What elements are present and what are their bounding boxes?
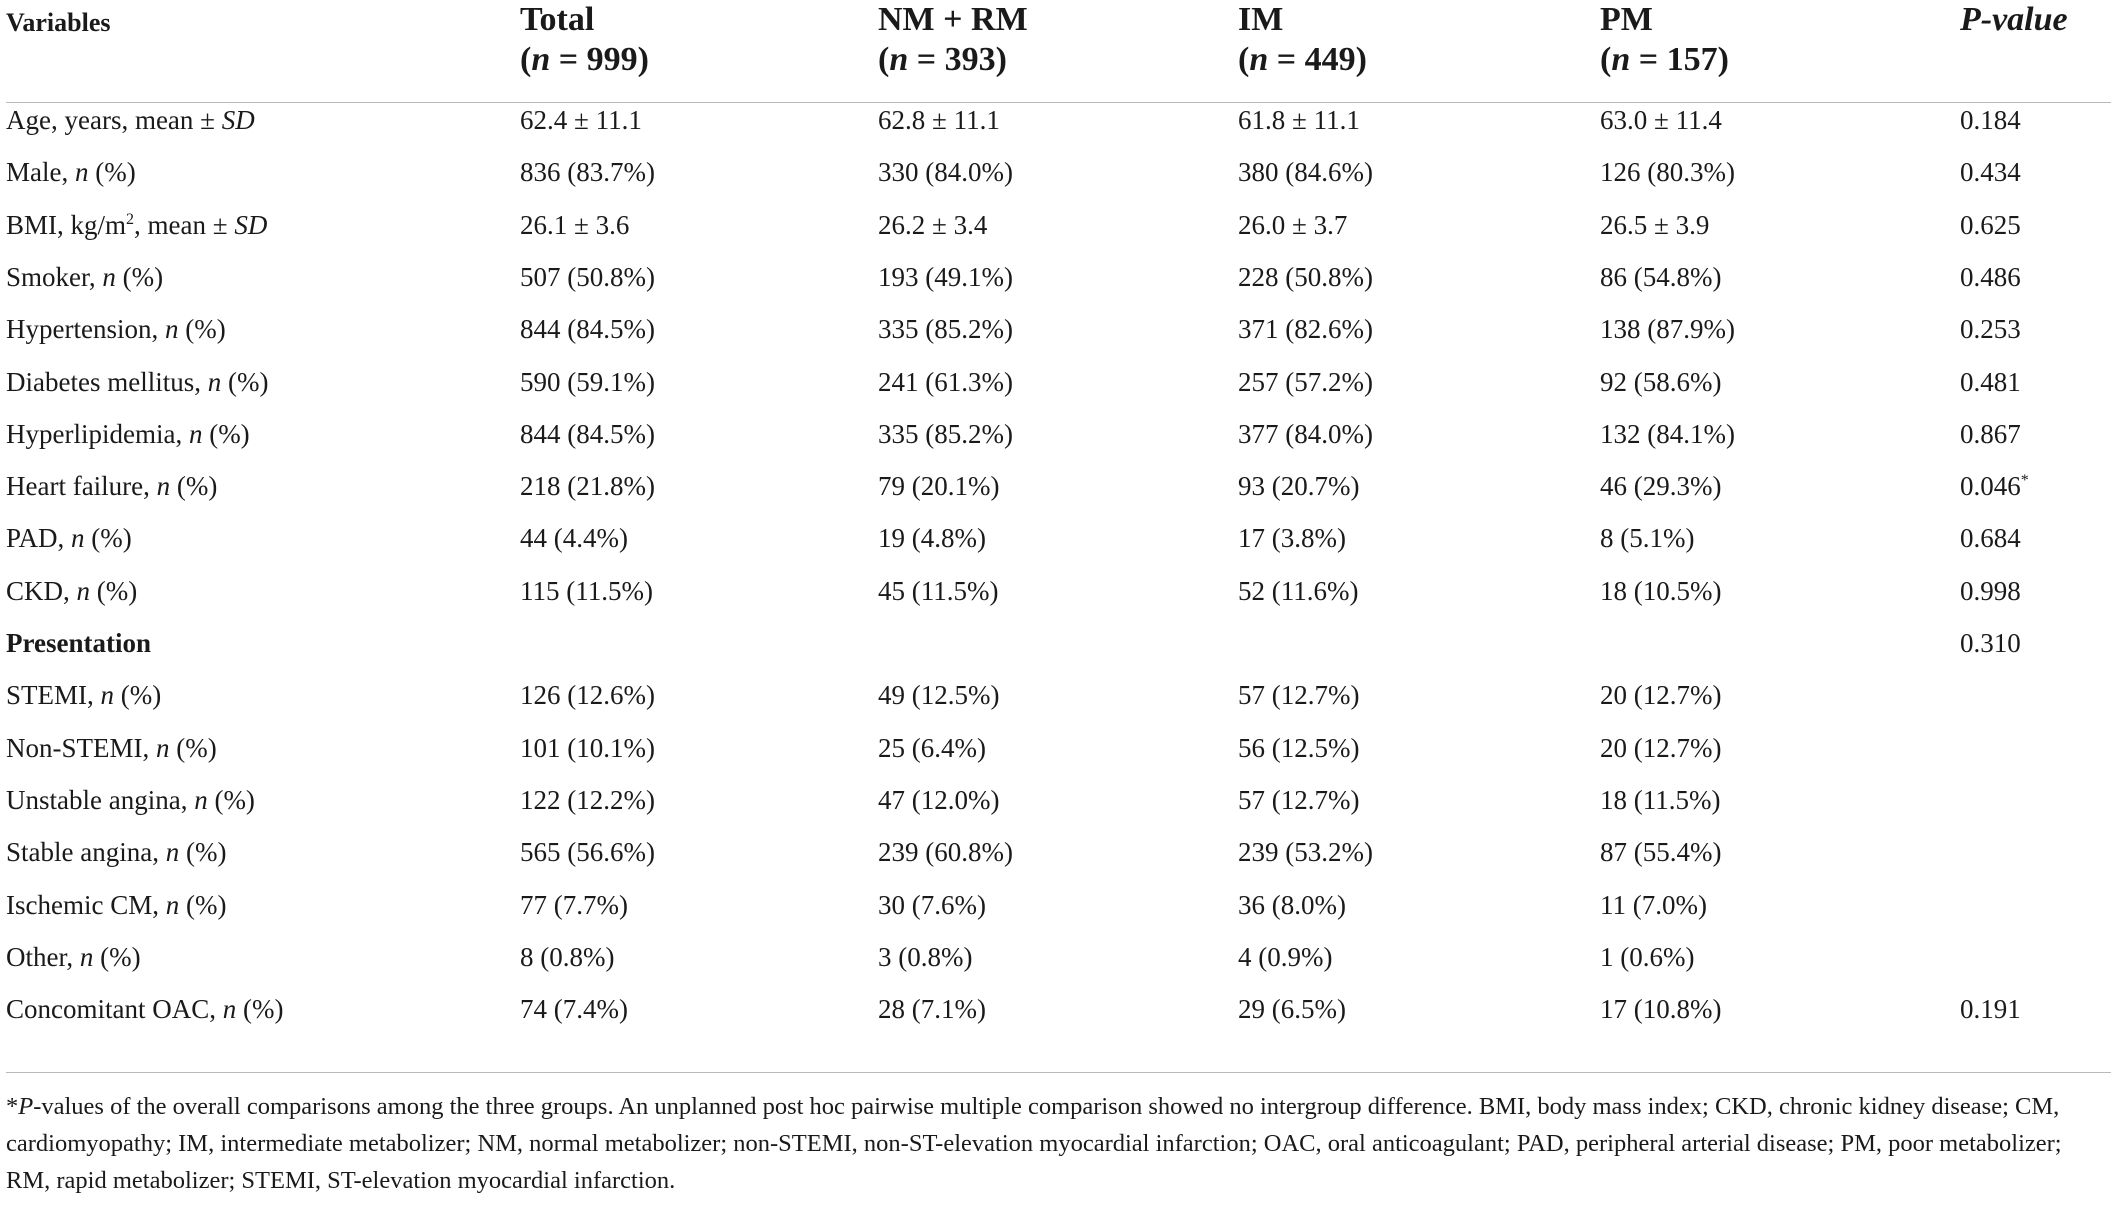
table-row (0, 251, 2117, 303)
row-label: Presentation (6, 628, 151, 658)
cell-pm: 20 (12.7%) (1600, 680, 1722, 711)
cell-pm: 11 (7.0%) (1600, 889, 1707, 920)
cell-pm: 92 (58.6%) (1600, 366, 1722, 397)
cell-pvalue: 0.046* (1960, 471, 2029, 502)
cell-total: 565 (56.6%) (520, 837, 655, 868)
row-label: Age, years, mean ± SD (6, 105, 255, 135)
cell-pm: 138 (87.9%) (1600, 314, 1735, 345)
cell-pvalue: 0.310 (1960, 628, 2021, 658)
header-pm (1600, 0, 1729, 80)
table-row (0, 460, 2117, 512)
header-im-name: IM (1238, 1, 1284, 38)
cell-total: 44 (4.4%) (520, 523, 628, 554)
row-label: Other, n (%) (6, 941, 141, 972)
header-variables: Variables (6, 8, 111, 37)
cell-total: 77 (7.7%) (520, 889, 628, 920)
table-row (0, 356, 2117, 408)
table-row (0, 983, 2117, 1035)
row-label: Unstable angina, n (%) (6, 784, 255, 815)
cell-pm: 20 (12.7%) (1600, 732, 1722, 763)
row-label: Concomitant OAC, n (%) (6, 994, 284, 1025)
cell-total: 126 (12.6%) (520, 680, 655, 711)
row-label: Male, n (%) (6, 157, 136, 188)
cell-total: 218 (21.8%) (520, 471, 655, 502)
cell-im: 257 (57.2%) (1238, 366, 1373, 397)
cell-nmrm: 239 (60.8%) (878, 837, 1013, 868)
cell-im: 29 (6.5%) (1238, 994, 1346, 1025)
header-nmrm-n: (n = 393) (878, 41, 1007, 78)
cell-total: 26.1 ± 3.6 (520, 209, 630, 240)
row-label: BMI, $kg/m^2$, mean ± SD (6, 209, 268, 240)
cell-im: 371 (82.6%) (1238, 314, 1373, 345)
cell-pm: 26.5 ± 3.9 (1600, 209, 1710, 240)
table-row (0, 146, 2117, 198)
row-label: Smoker, n (%) (6, 261, 164, 292)
cell-nmrm: 330 (84.0%) (878, 157, 1013, 188)
cell-pm: 8 (5.1%) (1600, 523, 1695, 554)
cell-pm: 18 (11.5%) (1600, 784, 1721, 815)
cell-im: 239 (53.2%) (1238, 837, 1373, 868)
table-header (0, 0, 2117, 100)
table-row (0, 94, 2117, 146)
cell-im: 377 (84.0%) (1238, 418, 1373, 449)
cell-nmrm: 25 (6.4%) (878, 732, 986, 763)
row-label: Stable angina, n (%) (6, 837, 227, 868)
cell-nmrm: 241 (61.3%) (878, 366, 1013, 397)
cell-pvalue: 0.867 (1960, 418, 2021, 449)
table-row (0, 408, 2117, 460)
row-label: Hypertension, n (%) (6, 314, 226, 345)
cell-total: 836 (83.7%) (520, 157, 655, 188)
row-label: STEMI, n (%) (6, 680, 162, 711)
cell-pvalue: 0.998 (1960, 575, 2021, 606)
cell-im: 93 (20.7%) (1238, 471, 1360, 502)
cell-nmrm: 62.8 ± 11.1 (878, 105, 1000, 135)
cell-pvalue: 0.191 (1960, 994, 2021, 1025)
table-row (0, 512, 2117, 564)
header-nmrm-name: NM + RM (878, 1, 1028, 38)
cell-im: 57 (12.7%) (1238, 680, 1360, 711)
table-row (0, 303, 2117, 355)
cell-total: 101 (10.1%) (520, 732, 655, 763)
cell-im: 26.0 ± 3.7 (1238, 209, 1348, 240)
cell-pvalue: 0.434 (1960, 157, 2021, 188)
table-row (0, 879, 2117, 931)
cell-nmrm: 49 (12.5%) (878, 680, 1000, 711)
cell-total: 507 (50.8%) (520, 261, 655, 292)
cell-pvalue: 0.486 (1960, 261, 2021, 292)
cell-pvalue: 0.184 (1960, 105, 2021, 135)
cell-nmrm: 45 (11.5%) (878, 575, 999, 606)
row-label: Non-STEMI, n (%) (6, 732, 217, 763)
row-label: PAD, n (%) (6, 523, 132, 554)
table-row (0, 722, 2117, 774)
header-im-n: (n = 449) (1238, 41, 1367, 78)
cell-nmrm: 30 (7.6%) (878, 889, 986, 920)
cell-pm: 18 (10.5%) (1600, 575, 1722, 606)
cell-im: 56 (12.5%) (1238, 732, 1360, 763)
cell-pm: 86 (54.8%) (1600, 261, 1722, 292)
header-pvalue: P-value (1960, 1, 2068, 38)
cell-nmrm: 26.2 ± 3.4 (878, 209, 988, 240)
table-row (0, 826, 2117, 878)
cell-im: 380 (84.6%) (1238, 157, 1373, 188)
cell-pm: 1 (0.6%) (1600, 941, 1695, 972)
table-row (0, 931, 2117, 983)
cell-pm: 46 (29.3%) (1600, 471, 1722, 502)
cell-pvalue: 0.481 (1960, 366, 2021, 397)
header-nmrm (878, 0, 1028, 80)
cell-pvalue: 0.684 (1960, 523, 2021, 554)
header-pm-name: PM (1600, 1, 1653, 38)
header-im (1238, 0, 1367, 80)
cell-total: 844 (84.5%) (520, 418, 655, 449)
cell-im: 4 (0.9%) (1238, 941, 1333, 972)
table-row (0, 669, 2117, 721)
cell-total: 8 (0.8%) (520, 941, 615, 972)
cell-total: 62.4 ± 11.1 (520, 105, 642, 135)
cell-nmrm: 335 (85.2%) (878, 314, 1013, 345)
table-bottom-rule (6, 1072, 2111, 1073)
cell-pm: 126 (80.3%) (1600, 157, 1735, 188)
table-row (0, 774, 2117, 826)
cell-nmrm: 47 (12.0%) (878, 784, 1000, 815)
cell-pm: 63.0 ± 11.4 (1600, 105, 1722, 135)
cell-nmrm: 79 (20.1%) (878, 471, 1000, 502)
cell-total: 74 (7.4%) (520, 994, 628, 1025)
cell-im: 52 (11.6%) (1238, 575, 1359, 606)
cell-pm: 17 (10.8%) (1600, 994, 1722, 1025)
cell-pvalue: 0.253 (1960, 314, 2021, 345)
cell-im: 61.8 ± 11.1 (1238, 105, 1360, 135)
cell-im: 36 (8.0%) (1238, 889, 1346, 920)
cell-nmrm: 335 (85.2%) (878, 418, 1013, 449)
row-label: Heart failure, n (%) (6, 471, 218, 502)
header-total-name: Total (520, 1, 595, 38)
cell-im: 228 (50.8%) (1238, 261, 1373, 292)
cell-nmrm: 3 (0.8%) (878, 941, 973, 972)
table-footnote: *P-values of the overall comparisons among the three groups. An unplanned post hoc pairwise multiple comparison showed no intergroup difference. BMI, body mass index; CKD, chronic kidney disease; CM, cardiomyopathy; IM, intermediate metabolizer; NM, normal metabolizer; non-STEMI, non-ST-elevation myocardial infarction; OAC, oral anticoagulant; PAD, peripheral arterial disease; PM, poor metabolizer; RM, rapid metabolizer; STEMI, ST-elevation myocardial infarction. (6, 1093, 2062, 1194)
header-total (520, 0, 649, 80)
cell-im: 17 (3.8%) (1238, 523, 1346, 554)
row-label: Diabetes mellitus, n (%) (6, 366, 269, 397)
row-label: Ischemic CM, n (%) (6, 889, 227, 920)
cell-total: 115 (11.5%) (520, 575, 653, 606)
row-label: Hyperlipidemia, n (%) (6, 418, 250, 449)
cell-pm: 87 (55.4%) (1600, 837, 1722, 868)
cell-im: 57 (12.7%) (1238, 784, 1360, 815)
row-label: CKD, n (%) (6, 575, 138, 606)
table-row (0, 565, 2117, 617)
header-pm-n: (n = 157) (1600, 41, 1729, 78)
cell-nmrm: 19 (4.8%) (878, 523, 986, 554)
cell-total: 590 (59.1%) (520, 366, 655, 397)
cell-pm: 132 (84.1%) (1600, 418, 1735, 449)
cell-nmrm: 193 (49.1%) (878, 261, 1013, 292)
header-total-n: (n = 999) (520, 41, 649, 78)
cell-total: 122 (12.2%) (520, 784, 655, 815)
cell-nmrm: 28 (7.1%) (878, 994, 986, 1025)
table-row (0, 617, 2117, 669)
cell-pvalue: 0.625 (1960, 209, 2021, 240)
table-row (0, 199, 2117, 251)
cell-total: 844 (84.5%) (520, 314, 655, 345)
